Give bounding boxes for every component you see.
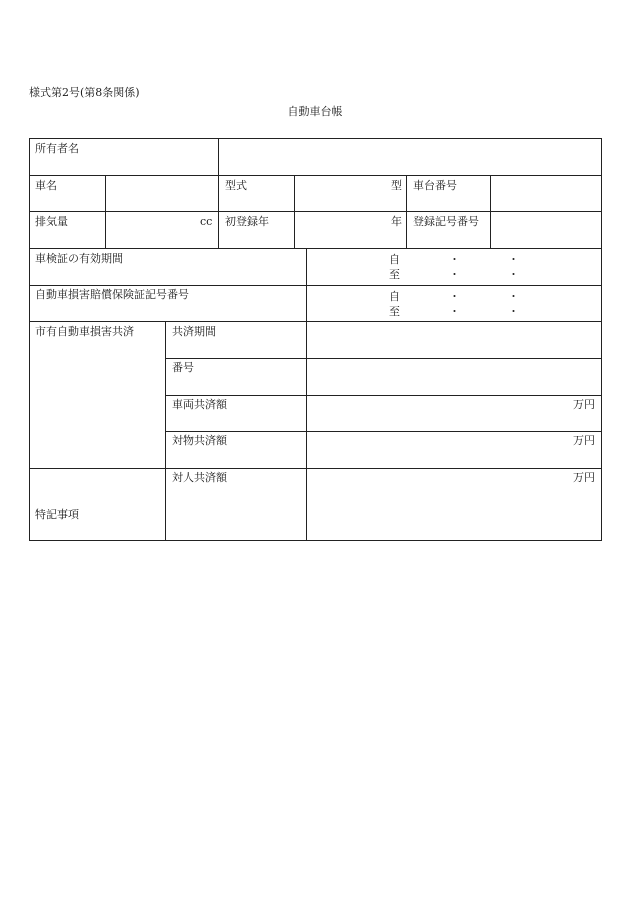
mutual-aid-number-label: 番号	[172, 361, 194, 374]
personal-coverage-unit: 万円	[573, 471, 595, 484]
period-dot: ・	[449, 305, 460, 318]
col-divider	[306, 248, 307, 541]
period-dot: ・	[508, 305, 519, 318]
col-divider	[406, 175, 407, 248]
first-registration-label: 初登録年	[225, 215, 269, 228]
row-divider	[165, 431, 602, 432]
period-to-label: 至	[389, 268, 400, 281]
mutual-aid-period-label: 共済期間	[172, 325, 216, 338]
table-border-right	[601, 138, 602, 541]
model-suffix: 型	[391, 179, 402, 192]
period-dot: ・	[508, 253, 519, 266]
period-dot: ・	[449, 253, 460, 266]
form-number: 様式第2号(第8条関係)	[29, 86, 140, 99]
col-divider	[218, 138, 219, 248]
col-divider	[165, 321, 166, 541]
row-divider	[29, 248, 602, 249]
mutual-aid-label: 市有自動車損害共済	[35, 325, 134, 338]
row-divider	[29, 175, 602, 176]
model-label: 型式	[225, 179, 247, 192]
period-to-label: 至	[389, 305, 400, 318]
period-dot: ・	[449, 268, 460, 281]
vehicle-coverage-unit: 万円	[573, 398, 595, 411]
period-dot: ・	[508, 268, 519, 281]
vehicle-coverage-label: 車両共済額	[172, 398, 227, 411]
table-border-top	[29, 138, 602, 139]
special-notes-label: 特記事項	[35, 508, 79, 521]
displacement-unit: cc	[200, 215, 213, 228]
personal-coverage-label: 対人共済額	[172, 471, 227, 484]
period-from-label: 自	[389, 253, 400, 266]
registration-mark-number-label: 登録記号番号	[413, 215, 479, 228]
vehicle-name-label: 車名	[35, 179, 57, 192]
first-registration-suffix: 年	[391, 215, 402, 228]
insurance-certificate-label: 自動車損害賠償保険証記号番号	[35, 288, 189, 301]
row-divider	[29, 285, 602, 286]
table-border-bottom	[29, 540, 602, 541]
inspection-validity-label: 車検証の有効期間	[35, 252, 123, 265]
row-divider	[29, 321, 602, 322]
row-divider	[165, 395, 602, 396]
vehicle-register-table	[29, 138, 602, 541]
table-border-left	[29, 138, 30, 541]
col-divider	[105, 175, 106, 248]
property-coverage-unit: 万円	[573, 434, 595, 447]
row-divider	[29, 468, 602, 469]
period-dot: ・	[508, 290, 519, 303]
period-dot: ・	[449, 290, 460, 303]
displacement-label: 排気量	[35, 215, 68, 228]
period-from-label: 自	[389, 290, 400, 303]
owner-name-label: 所有者名	[35, 142, 79, 155]
col-divider	[294, 175, 295, 248]
vehicle-number-label: 車台番号	[413, 179, 457, 192]
row-divider	[29, 211, 602, 212]
col-divider	[490, 175, 491, 248]
property-coverage-label: 対物共済額	[172, 434, 227, 447]
document-title: 自動車台帳	[287, 105, 343, 118]
row-divider	[165, 358, 602, 359]
